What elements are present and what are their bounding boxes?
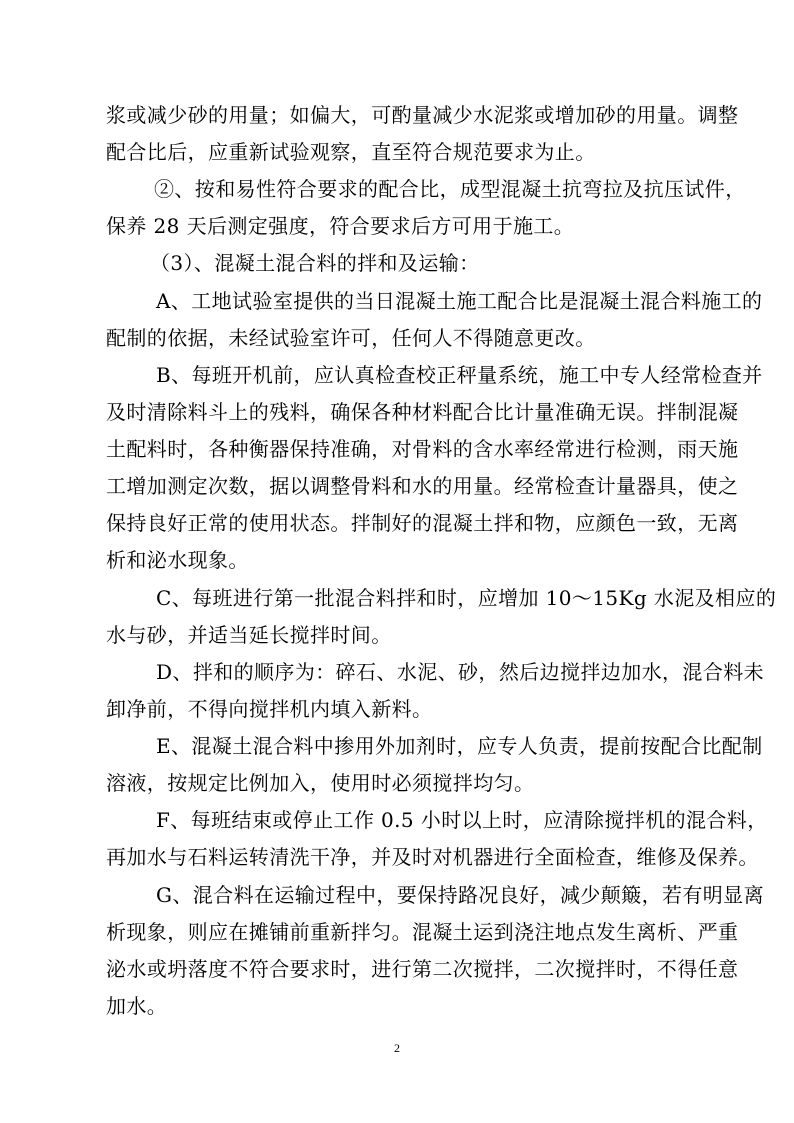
- text-line: 加水。: [106, 994, 168, 1018]
- text-line: 析和泌水现象。: [106, 548, 249, 572]
- page-number: 2: [394, 1041, 400, 1055]
- text-line: 及时清除料斗上的残料，确保各种材料配合比计量准确无误。拌制混凝: [106, 400, 739, 424]
- text-line: ②、按和易性符合要求的配合比，成型混凝土抗弯拉及抗压试件，: [154, 177, 746, 201]
- text-line: 泌水或坍落度不符合要求时，进行第二次搅拌，二次搅拌时，不得任意: [106, 957, 739, 981]
- section-heading: （3）、混凝土混合料的拌和及运输：: [150, 251, 480, 275]
- text-line: D、拌和的顺序为：碎石、水泥、砂，然后边搅拌边加水，混合料未: [156, 660, 765, 684]
- text-line: 溶液，按规定比例加入，使用时必须搅拌均匀。: [106, 771, 535, 795]
- text-line: 浆或减少砂的用量；如偏大，可酌量减少水泥浆或增加砂的用量。调整: [106, 103, 739, 127]
- text-line: 再加水与石料运转清洗干净，并及时对机器进行全面检查，维修及保养。: [106, 845, 759, 869]
- text-line: A、工地试验室提供的当日混凝土施工配合比是混凝土混合料施工的: [156, 289, 763, 313]
- text-line: 保持良好正常的使用状态。拌制好的混凝土拌和物，应颜色一致，无离: [106, 511, 739, 535]
- text-line: 保养 28 天后测定强度，符合要求后方可用于施工。: [106, 214, 575, 238]
- text-line: B、每班开机前，应认真检查校正秤量系统，施工中专人经常检查并: [156, 363, 763, 387]
- text-line: 水与砂，并适当延长搅拌时间。: [106, 623, 392, 647]
- text-line: C、每班进行第一批混合料拌和时，应增加 10～15Kg 水泥及相应的: [156, 586, 777, 610]
- text-line: 土配料时，各种衡器保持准确，对骨料的含水率经常进行检测，雨天施: [106, 437, 739, 461]
- text-line: E、混凝土混合料中掺用外加剂时，应专人负责，提前按配合比配制: [156, 734, 763, 758]
- text-line: G、混合料在运输过程中，要保持路况良好，减少颠簸，若有明显离: [156, 883, 764, 907]
- text-line: F、每班结束或停止工作 0.5 小时以上时，应清除搅拌机的混合料，: [156, 808, 768, 832]
- text-line: 工增加测定次数，据以调整骨料和水的用量。经常检查计量器具，使之: [106, 474, 739, 498]
- text-line: 配制的依据，未经试验室许可，任何人不得随意更改。: [106, 326, 596, 350]
- text-line: 析现象，则应在摊铺前重新拌匀。混凝土运到浇注地点发生离析、严重: [106, 920, 739, 944]
- text-line: 配合比后，应重新试验观察，直至符合规范要求为止。: [106, 140, 596, 164]
- text-line: 卸净前，不得向搅拌机内填入新料。: [106, 697, 433, 721]
